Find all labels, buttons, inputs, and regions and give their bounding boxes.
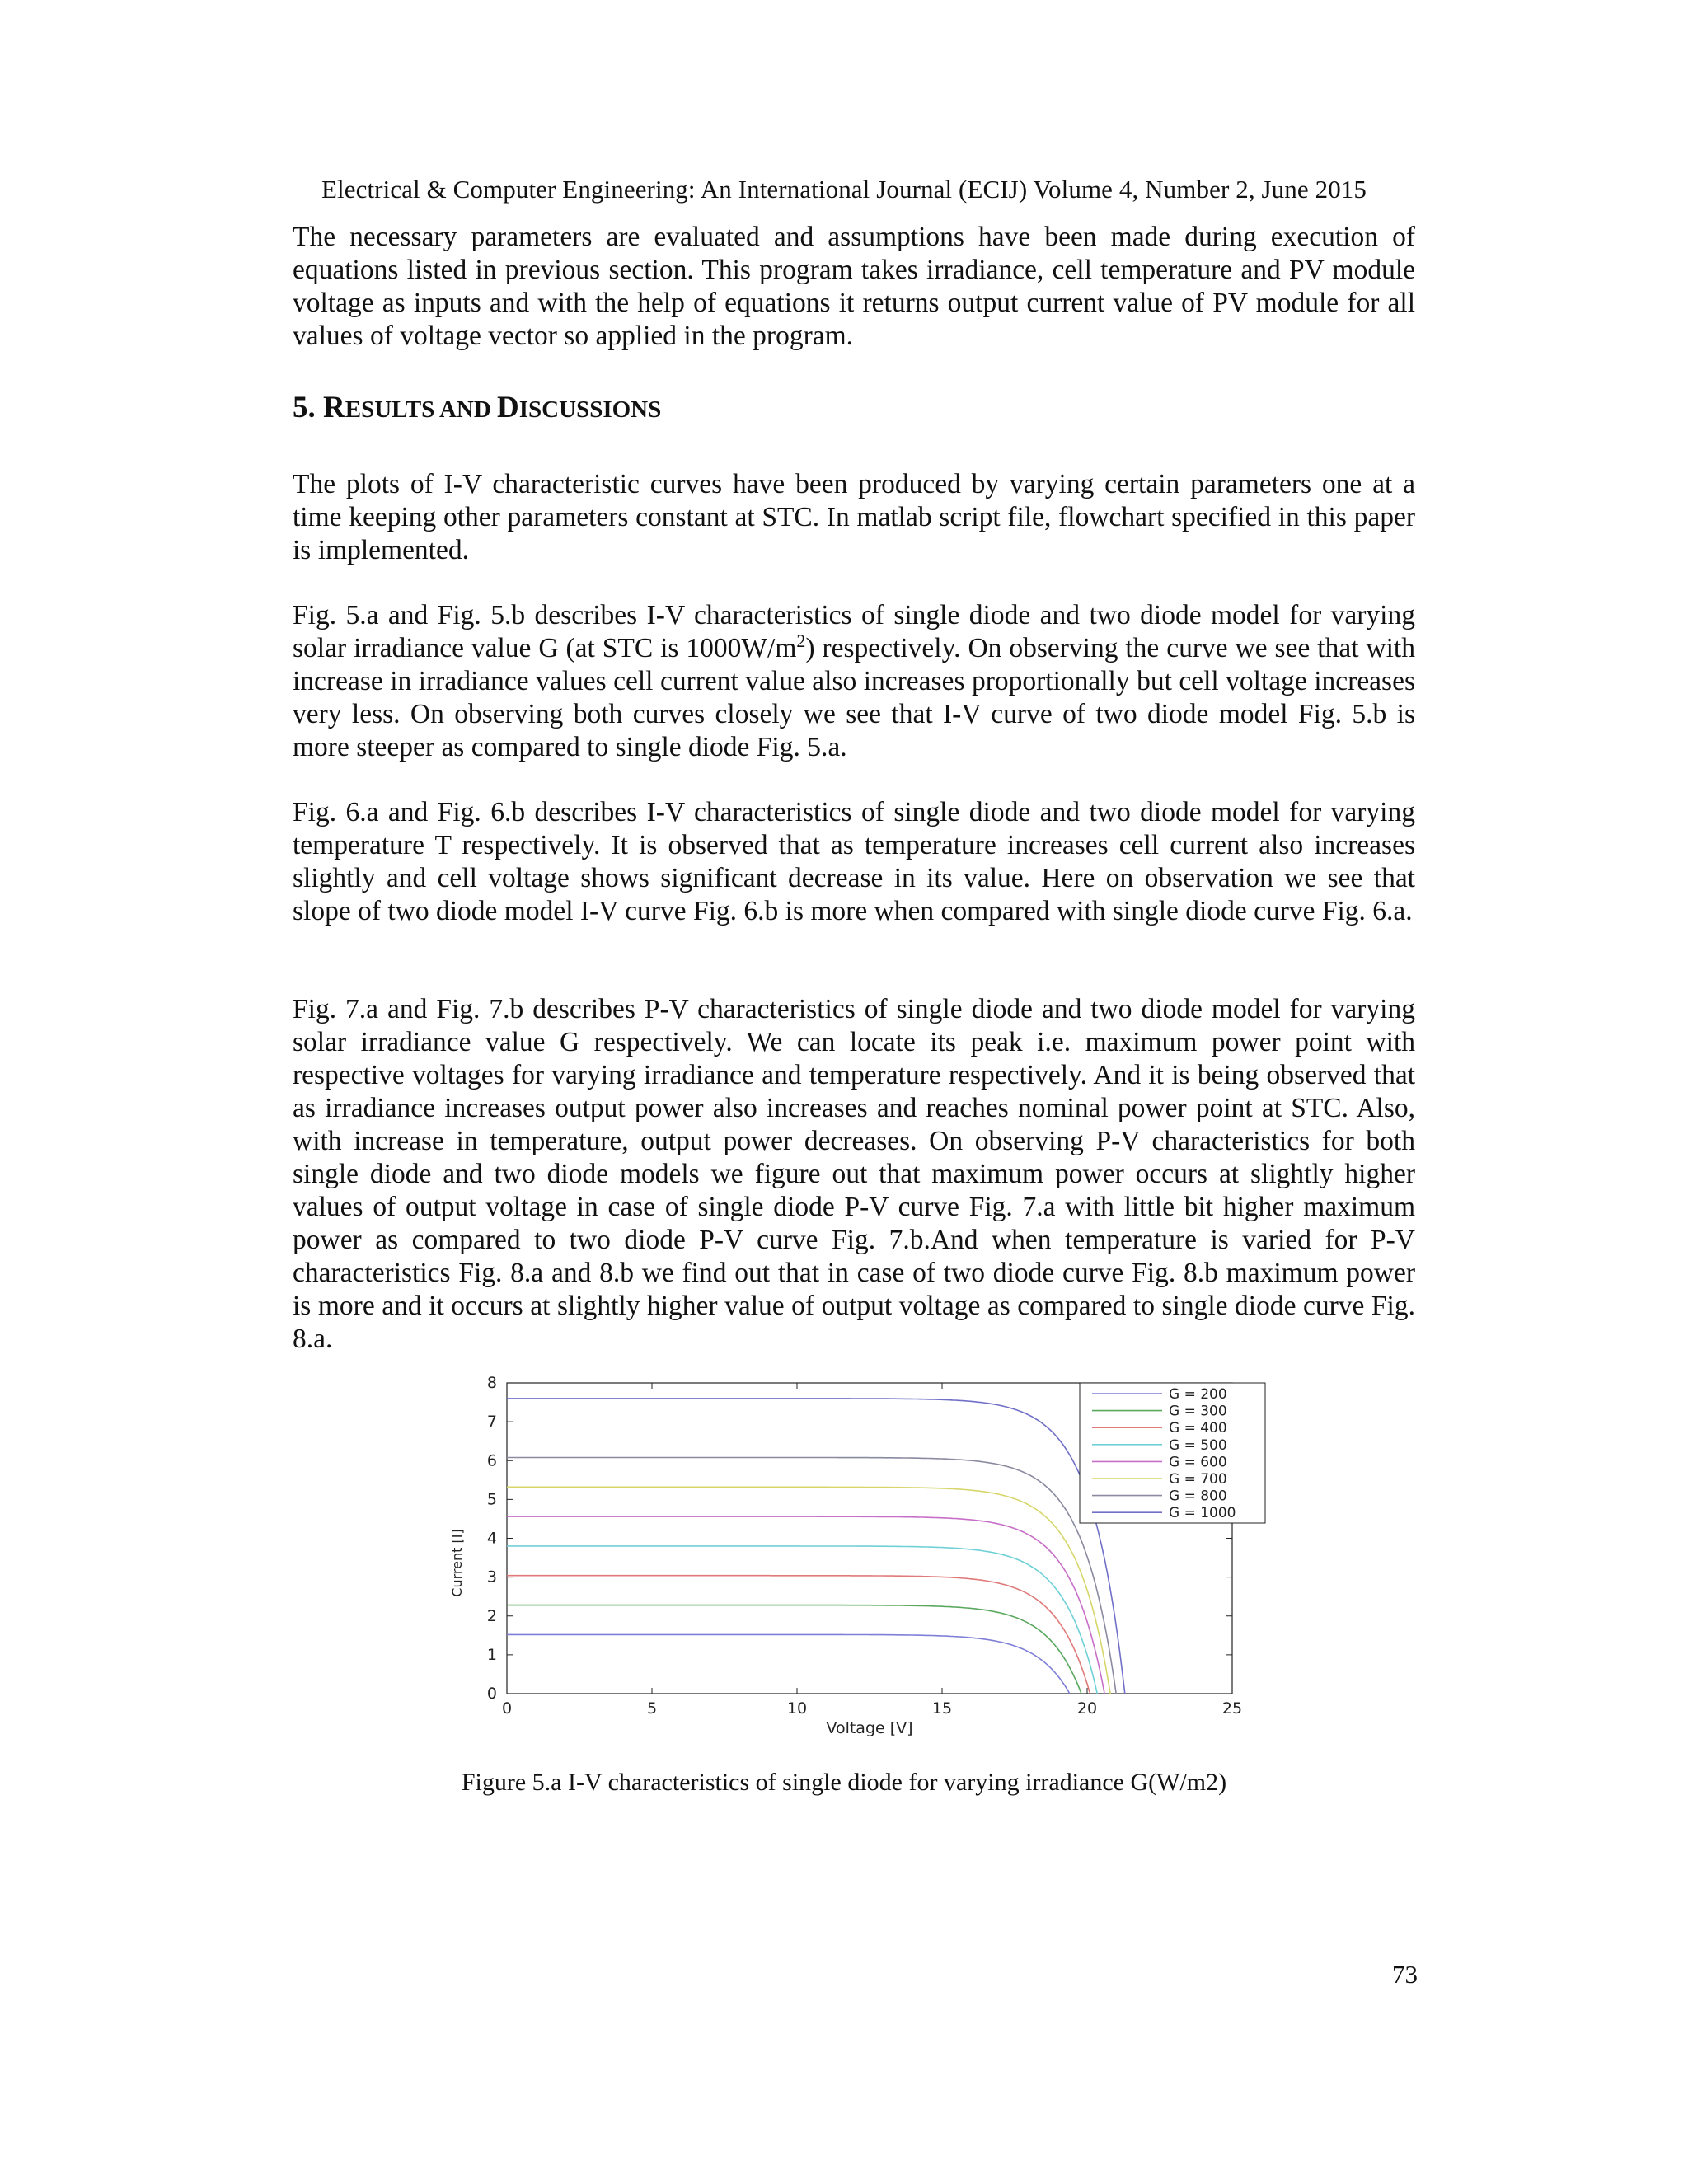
section-word-discussions: ISCUSSIONS [518,396,662,423]
y-tick-label: 2 [486,1606,497,1625]
x-tick-label: 15 [931,1699,953,1718]
page-number: 73 [1392,1960,1418,1989]
intro-paragraph: The necessary parameters are evaluated and assumptions have been made during execution of equations listed in previous section. This program takes irradiance, cell temperature and PV module voltage as inputs and with the help of equations it returns output current value of PV module for all values of voltage vector so applied in the program. [293,222,1415,351]
paragraph-plots: The plots of I-V characteristic curves have been produced by varying certain parameters one at a time keeping other parameters constant at STC. In matlab script file, flowchart specified in this paper is implemented. [293,469,1415,565]
legend-label: G = 800 [1169,1488,1227,1505]
y-tick-label: 6 [486,1451,497,1470]
series-line [507,1546,1097,1694]
x-tick-label: 25 [1221,1699,1243,1718]
legend-label: G = 1000 [1169,1505,1236,1522]
legend-label: G = 200 [1169,1386,1227,1403]
legend-label: G = 500 [1169,1436,1227,1454]
legend-label: G = 300 [1169,1403,1227,1420]
y-tick-label: 4 [486,1529,497,1548]
figure-caption: Figure 5.a I-V characteristics of single diode for varying irradiance G(W/m2) [461,1769,1227,1796]
y-tick-label: 7 [486,1413,497,1432]
y-tick-label: 8 [486,1374,497,1392]
section-heading [293,390,661,425]
x-tick-label: 20 [1076,1699,1098,1718]
paragraph-fig5-part2: ) respectively. On observing the curve we see that with increase in irradiance values cell current value also increases proportionally but cell voltage increases very less. On observing both curves closely we see that I-V curve of two diode model Fig. 5.b is more steeper as compared to single diode Fig. 5.a. [293,633,1415,762]
paragraph-fig5-part1: Fig. 5.a and Fig. 5.b describes I-V characteristics of single diode and two diode model for varying solar irradiance value G (at STC is 1000W/m [293,600,1415,663]
y-tick-label: 5 [486,1490,497,1509]
legend-label: G = 700 [1169,1471,1227,1488]
paragraph-fig5 [293,599,1415,764]
paragraph-fig7: Fig. 7.a and Fig. 7.b describes P-V characteristics of single diode and two diode model for varying solar irradiance value G respectively. We can locate its peak i.e. maximum power point with respective voltages for varying irradiance and temperature respectively. And it is being observed that as irradiance increases output power also increases and reaches nominal power point at STC. Also, with increase in temperature, output power decreases. On observing P-V characteristics for both single diode and two diode models we figure out that maximum power occurs at slightly higher values of output voltage in case of single diode P-V curve Fig. 7.a with little bit higher maximum power as compared to two diode P-V curve Fig. 7.b.And when temperature is varied for P-V characteristics Fig. 8.a and 8.b we find out that in case of two diode curve Fig. 8.b maximum power is more and it occurs at slightly higher value of output voltage as compared to single diode curve Fig. 8.a. [293,994,1415,1354]
superscript: 2 [796,630,806,651]
legend-label: G = 600 [1169,1454,1227,1471]
y-tick-label: 3 [486,1568,497,1586]
x-tick-label: 5 [646,1699,658,1718]
series-line [507,1634,1070,1694]
series-line [507,1605,1081,1694]
y-tick-label: 0 [486,1685,497,1703]
section-letter-d: D [497,391,519,424]
y-axis-label: Current [I] [449,1529,465,1597]
section-word-results: ESULTS AND [345,396,498,423]
legend-label: G = 400 [1169,1420,1227,1437]
section-number: 5. [293,391,316,424]
x-axis-label: Voltage [V] [826,1719,913,1737]
running-header: Electrical & Computer Engineering: An International Journal (ECIJ) Volume 4, Number 2, June 2015 [321,175,1367,204]
x-tick-label: 0 [501,1699,513,1718]
paragraph-fig6: Fig. 6.a and Fig. 6.b describes I-V characteristics of single diode and two diode model for varying temperature T respectively. It is observed that as temperature increases cell current also increases slightly and cell voltage shows significant decrease in its value. Here on observation we see that slope of two diode model I-V curve Fig. 6.b is more when compared with single diode curve Fig. 6.a. [293,797,1415,926]
section-letter-r: R [323,391,345,424]
y-tick-label: 1 [486,1645,497,1664]
x-tick-label: 10 [786,1699,808,1718]
iv-chart [437,1368,1286,1739]
figure-5a [437,1368,1286,1739]
